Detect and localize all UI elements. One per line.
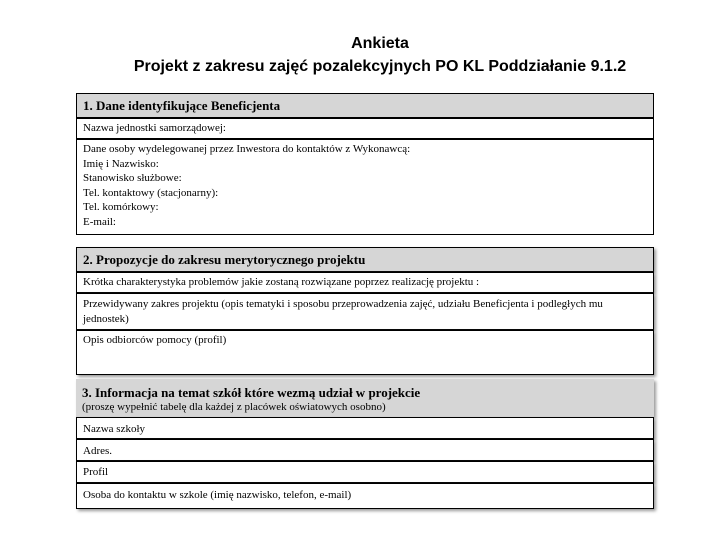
mobile-label: Tel. komórkowy: [83, 201, 159, 213]
position-label: Stanowisko służbowe: [83, 172, 182, 184]
contact-intro-label: Dane osoby wydelegowanej przez Inwestora do kontaktów z Wykonawcą: [83, 143, 411, 155]
contact-person-field[interactable] [76, 139, 654, 235]
landline-label: Tel. kontaktowy (stacjonarny): [83, 186, 219, 199]
school-contact-field[interactable]: Osoba do kontaktu w szkole (imię nazwisko, telefon, e-mail) [76, 483, 654, 509]
scope-field[interactable]: Przewidywany zakres projektu (opis tematyki i sposobu przeprowadzenia zajęć, udziału Beneficjenta i podległych mu jednostek) [76, 293, 654, 330]
section-3-title: 3. Informacja na temat szkół które wezmą udział w projekcie [82, 385, 421, 400]
recipients-field[interactable]: Opis odbiorców pomocy (profil) [76, 330, 654, 375]
problems-field[interactable]: Krótka charakterystyka problemów jakie zostaną rozwiązane poprzez realizację projektu : [76, 272, 654, 293]
profile-field[interactable]: Profil [76, 461, 654, 483]
address-field[interactable]: Adres. [76, 439, 654, 461]
page-subtitle: Projekt z zakresu zajęć pozalekcyjnych PO KL Poddziałanie 9.1.2 [133, 58, 627, 75]
name-label: Imię i Nazwisko: [83, 157, 159, 170]
section-3-heading [76, 379, 654, 417]
unit-name-field[interactable]: Nazwa jednostki samorządowej: [76, 118, 654, 139]
section-2-heading: 2. Propozycje do zakresu merytorycznego projektu [76, 247, 654, 272]
section-1-heading: 1. Dane identyfikujące Beneficjenta [76, 93, 654, 118]
section-3-note: (proszę wypełnić tabelę dla każdej z placówek oświatowych osobno) [82, 401, 386, 413]
school-name-field[interactable]: Nazwa szkoły [76, 417, 654, 439]
email-label: E-mail: [83, 215, 116, 228]
page-title: Ankieta [351, 35, 409, 52]
